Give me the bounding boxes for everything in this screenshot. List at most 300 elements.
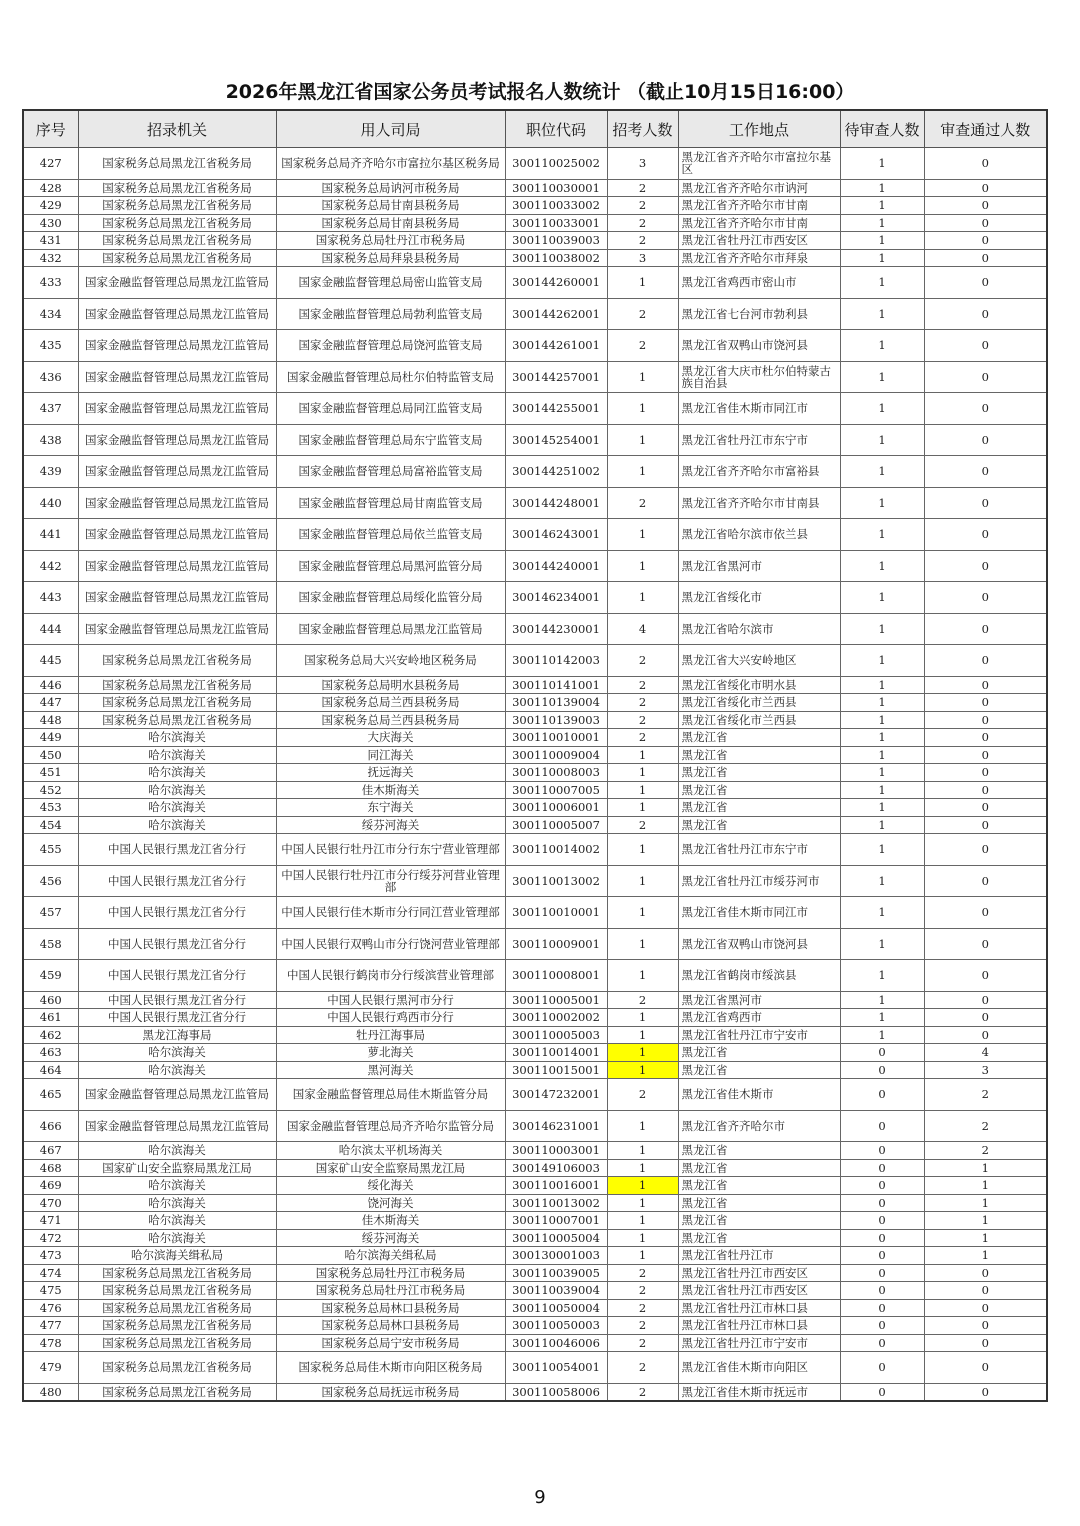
cell-quota: 2 bbox=[607, 1352, 678, 1384]
cell-no: 451 bbox=[23, 764, 78, 782]
cell-position-code: 300144260001 bbox=[505, 267, 607, 299]
table-row bbox=[23, 1009, 1047, 1027]
cell-pending: 1 bbox=[840, 519, 924, 551]
cell-location: 黑龙江省 bbox=[678, 1177, 840, 1195]
cell-agency: 中国人民银行黑龙江省分行 bbox=[78, 865, 276, 897]
cell-location: 黑龙江省大兴安岭地区 bbox=[678, 645, 840, 677]
cell-agency: 国家金融监督管理总局黑龙江监管局 bbox=[78, 361, 276, 393]
cell-agency: 国家金融监督管理总局黑龙江监管局 bbox=[78, 1079, 276, 1111]
cell-no: 456 bbox=[23, 865, 78, 897]
cell-agency: 国家税务总局黑龙江省税务局 bbox=[78, 148, 276, 180]
cell-department: 国家金融监督管理总局黑龙江监管局 bbox=[276, 613, 505, 645]
cell-no: 450 bbox=[23, 746, 78, 764]
cell-agency: 哈尔滨海关缉私局 bbox=[78, 1247, 276, 1265]
cell-quota: 1 bbox=[607, 764, 678, 782]
cell-position-code: 300110005007 bbox=[505, 816, 607, 834]
cell-position-code: 300146231001 bbox=[505, 1110, 607, 1142]
registration-table bbox=[22, 109, 1048, 1402]
cell-department: 国家税务总局明水县税务局 bbox=[276, 676, 505, 694]
cell-department: 佳木斯海关 bbox=[276, 1212, 505, 1230]
table-row bbox=[23, 764, 1047, 782]
cell-no: 442 bbox=[23, 550, 78, 582]
cell-position-code: 300110003001 bbox=[505, 1142, 607, 1160]
cell-position-code: 300110058006 bbox=[505, 1383, 607, 1401]
table-row bbox=[23, 1212, 1047, 1230]
cell-no: 470 bbox=[23, 1194, 78, 1212]
cell-no: 477 bbox=[23, 1317, 78, 1335]
cell-no: 474 bbox=[23, 1264, 78, 1282]
cell-no: 457 bbox=[23, 897, 78, 929]
cell-passed: 0 bbox=[924, 298, 1047, 330]
cell-position-code: 300145254001 bbox=[505, 424, 607, 456]
cell-passed: 2 bbox=[924, 1110, 1047, 1142]
cell-pending: 1 bbox=[840, 991, 924, 1009]
cell-agency: 国家金融监督管理总局黑龙江监管局 bbox=[78, 393, 276, 425]
cell-department: 国家税务总局佳木斯市向阳区税务局 bbox=[276, 1352, 505, 1384]
cell-agency: 中国人民银行黑龙江省分行 bbox=[78, 834, 276, 866]
table-row bbox=[23, 1383, 1047, 1401]
table-row bbox=[23, 746, 1047, 764]
cell-agency: 国家金融监督管理总局黑龙江监管局 bbox=[78, 550, 276, 582]
cell-department: 国家金融监督管理总局杜尔伯特监管支局 bbox=[276, 361, 505, 393]
cell-agency: 国家税务总局黑龙江省税务局 bbox=[78, 1352, 276, 1384]
cell-location: 黑龙江省绥化市兰西县 bbox=[678, 694, 840, 712]
cell-passed: 0 bbox=[924, 1299, 1047, 1317]
cell-quota: 2 bbox=[607, 694, 678, 712]
table-row bbox=[23, 179, 1047, 197]
cell-position-code: 300146243001 bbox=[505, 519, 607, 551]
cell-no: 438 bbox=[23, 424, 78, 456]
column-header-pending: 待审查人数 bbox=[840, 110, 924, 148]
cell-location: 黑龙江省绥化市 bbox=[678, 582, 840, 614]
table-row bbox=[23, 960, 1047, 992]
cell-quota: 2 bbox=[607, 298, 678, 330]
cell-agency: 哈尔滨海关 bbox=[78, 1061, 276, 1079]
cell-location: 黑龙江省佳木斯市同江市 bbox=[678, 897, 840, 929]
cell-agency: 国家税务总局黑龙江省税务局 bbox=[78, 249, 276, 267]
cell-department: 国家税务总局牡丹江市税务局 bbox=[276, 1282, 505, 1300]
cell-department: 国家税务总局兰西县税务局 bbox=[276, 711, 505, 729]
cell-location: 黑龙江省 bbox=[678, 816, 840, 834]
cell-no: 462 bbox=[23, 1026, 78, 1044]
cell-passed: 0 bbox=[924, 582, 1047, 614]
cell-position-code: 300144251002 bbox=[505, 456, 607, 488]
cell-passed: 0 bbox=[924, 456, 1047, 488]
cell-location: 黑龙江省牡丹江市西安区 bbox=[678, 232, 840, 250]
cell-position-code: 300144262001 bbox=[505, 298, 607, 330]
cell-quota: 1 bbox=[607, 897, 678, 929]
cell-agency: 国家金融监督管理总局黑龙江监管局 bbox=[78, 582, 276, 614]
cell-agency: 哈尔滨海关 bbox=[78, 816, 276, 834]
cell-passed: 0 bbox=[924, 1282, 1047, 1300]
cell-location: 黑龙江省齐齐哈尔市富拉尔基区 bbox=[678, 148, 840, 180]
cell-pending: 0 bbox=[840, 1194, 924, 1212]
column-header-no: 序号 bbox=[23, 110, 78, 148]
cell-department: 国家税务总局林口县税务局 bbox=[276, 1299, 505, 1317]
table-row bbox=[23, 1352, 1047, 1384]
cell-pending: 1 bbox=[840, 613, 924, 645]
cell-position-code: 300110046006 bbox=[505, 1334, 607, 1352]
cell-department: 国家金融监督管理总局富裕监管支局 bbox=[276, 456, 505, 488]
cell-no: 432 bbox=[23, 249, 78, 267]
table-row bbox=[23, 865, 1047, 897]
cell-location: 黑龙江省牡丹江市西安区 bbox=[678, 1282, 840, 1300]
cell-agency: 哈尔滨海关 bbox=[78, 1044, 276, 1062]
cell-quota: 4 bbox=[607, 613, 678, 645]
cell-quota: 2 bbox=[607, 711, 678, 729]
cell-no: 459 bbox=[23, 960, 78, 992]
cell-department: 中国人民银行鹤岗市分行绥滨营业管理部 bbox=[276, 960, 505, 992]
cell-passed: 4 bbox=[924, 1044, 1047, 1062]
cell-position-code: 300110009001 bbox=[505, 928, 607, 960]
cell-pending: 1 bbox=[840, 179, 924, 197]
cell-position-code: 300110015001 bbox=[505, 1061, 607, 1079]
cell-quota: 2 bbox=[607, 816, 678, 834]
cell-quota: 1 bbox=[607, 799, 678, 817]
cell-location: 黑龙江省 bbox=[678, 764, 840, 782]
cell-agency: 哈尔滨海关 bbox=[78, 1194, 276, 1212]
cell-department: 同江海关 bbox=[276, 746, 505, 764]
cell-pending: 1 bbox=[840, 214, 924, 232]
cell-agency: 国家金融监督管理总局黑龙江监管局 bbox=[78, 456, 276, 488]
column-header-agency: 招录机关 bbox=[78, 110, 276, 148]
cell-pending: 1 bbox=[840, 764, 924, 782]
cell-passed: 0 bbox=[924, 928, 1047, 960]
cell-position-code: 300110039005 bbox=[505, 1264, 607, 1282]
cell-passed: 0 bbox=[924, 1026, 1047, 1044]
cell-quota: 1 bbox=[607, 456, 678, 488]
cell-quota: 2 bbox=[607, 1334, 678, 1352]
cell-quota: 1 bbox=[607, 834, 678, 866]
table-row bbox=[23, 613, 1047, 645]
cell-position-code: 300110002002 bbox=[505, 1009, 607, 1027]
cell-quota: 1 bbox=[607, 267, 678, 299]
table-row bbox=[23, 1044, 1047, 1062]
cell-department: 国家税务总局大兴安岭地区税务局 bbox=[276, 645, 505, 677]
cell-no: 461 bbox=[23, 1009, 78, 1027]
cell-department: 黑河海关 bbox=[276, 1061, 505, 1079]
cell-pending: 1 bbox=[840, 928, 924, 960]
cell-department: 国家金融监督管理总局齐齐哈尔监管分局 bbox=[276, 1110, 505, 1142]
cell-pending: 1 bbox=[840, 148, 924, 180]
cell-pending: 1 bbox=[840, 456, 924, 488]
cell-pending: 1 bbox=[840, 676, 924, 694]
cell-quota: 1 bbox=[607, 1009, 678, 1027]
cell-passed: 0 bbox=[924, 746, 1047, 764]
cell-passed: 0 bbox=[924, 1009, 1047, 1027]
cell-passed: 0 bbox=[924, 249, 1047, 267]
cell-no: 430 bbox=[23, 214, 78, 232]
cell-no: 441 bbox=[23, 519, 78, 551]
table-row bbox=[23, 1194, 1047, 1212]
cell-quota: 2 bbox=[607, 487, 678, 519]
cell-department: 国家金融监督管理总局密山监管支局 bbox=[276, 267, 505, 299]
cell-quota: 3 bbox=[607, 249, 678, 267]
cell-passed: 0 bbox=[924, 267, 1047, 299]
cell-quota: 1 bbox=[607, 1177, 678, 1195]
cell-location: 黑龙江省齐齐哈尔市拜泉 bbox=[678, 249, 840, 267]
cell-passed: 0 bbox=[924, 214, 1047, 232]
cell-passed: 0 bbox=[924, 361, 1047, 393]
cell-location: 黑龙江省佳木斯市向阳区 bbox=[678, 1352, 840, 1384]
cell-no: 445 bbox=[23, 645, 78, 677]
column-header-quota: 招考人数 bbox=[607, 110, 678, 148]
cell-location: 黑龙江省牡丹江市宁安市 bbox=[678, 1026, 840, 1044]
cell-position-code: 300110050004 bbox=[505, 1299, 607, 1317]
cell-no: 460 bbox=[23, 991, 78, 1009]
cell-quota: 2 bbox=[607, 232, 678, 250]
cell-position-code: 300144248001 bbox=[505, 487, 607, 519]
cell-department: 绥化海关 bbox=[276, 1177, 505, 1195]
cell-department: 佳木斯海关 bbox=[276, 781, 505, 799]
cell-location: 黑龙江省 bbox=[678, 746, 840, 764]
cell-position-code: 300110008003 bbox=[505, 764, 607, 782]
cell-passed: 0 bbox=[924, 179, 1047, 197]
cell-department: 国家金融监督管理总局佳木斯监管分局 bbox=[276, 1079, 505, 1111]
cell-passed: 3 bbox=[924, 1061, 1047, 1079]
cell-location: 黑龙江省牡丹江市林口县 bbox=[678, 1317, 840, 1335]
cell-agency: 哈尔滨海关 bbox=[78, 799, 276, 817]
cell-department: 国家金融监督管理总局饶河监管支局 bbox=[276, 330, 505, 362]
table-row bbox=[23, 897, 1047, 929]
table-row bbox=[23, 424, 1047, 456]
cell-pending: 1 bbox=[840, 298, 924, 330]
cell-position-code: 300110139004 bbox=[505, 694, 607, 712]
cell-pending: 0 bbox=[840, 1299, 924, 1317]
cell-pending: 1 bbox=[840, 834, 924, 866]
table-row bbox=[23, 487, 1047, 519]
table-row bbox=[23, 1142, 1047, 1160]
cell-location: 黑龙江省哈尔滨市依兰县 bbox=[678, 519, 840, 551]
cell-location: 黑龙江省齐齐哈尔市甘南 bbox=[678, 197, 840, 215]
cell-department: 国家税务总局拜泉县税务局 bbox=[276, 249, 505, 267]
table-row bbox=[23, 361, 1047, 393]
cell-agency: 哈尔滨海关 bbox=[78, 1212, 276, 1230]
cell-no: 435 bbox=[23, 330, 78, 362]
cell-quota: 1 bbox=[607, 1229, 678, 1247]
cell-passed: 0 bbox=[924, 834, 1047, 866]
cell-pending: 1 bbox=[840, 781, 924, 799]
cell-agency: 哈尔滨海关 bbox=[78, 781, 276, 799]
cell-department: 国家税务总局兰西县税务局 bbox=[276, 694, 505, 712]
cell-agency: 国家税务总局黑龙江省税务局 bbox=[78, 232, 276, 250]
cell-pending: 1 bbox=[840, 897, 924, 929]
cell-quota: 1 bbox=[607, 582, 678, 614]
cell-pending: 0 bbox=[840, 1110, 924, 1142]
cell-no: 466 bbox=[23, 1110, 78, 1142]
cell-location: 黑龙江省 bbox=[678, 1142, 840, 1160]
cell-agency: 国家金融监督管理总局黑龙江监管局 bbox=[78, 487, 276, 519]
cell-agency: 国家金融监督管理总局黑龙江监管局 bbox=[78, 298, 276, 330]
cell-passed: 0 bbox=[924, 1334, 1047, 1352]
cell-location: 黑龙江省牡丹江市东宁市 bbox=[678, 424, 840, 456]
cell-location: 黑龙江省 bbox=[678, 781, 840, 799]
cell-agency: 国家税务总局黑龙江省税务局 bbox=[78, 197, 276, 215]
cell-department: 绥芬河海关 bbox=[276, 1229, 505, 1247]
table-row bbox=[23, 1061, 1047, 1079]
cell-position-code: 300110014001 bbox=[505, 1044, 607, 1062]
cell-agency: 中国人民银行黑龙江省分行 bbox=[78, 1009, 276, 1027]
table-row bbox=[23, 1317, 1047, 1335]
cell-position-code: 300110013002 bbox=[505, 1194, 607, 1212]
cell-passed: 0 bbox=[924, 764, 1047, 782]
cell-agency: 哈尔滨海关 bbox=[78, 729, 276, 747]
cell-passed: 0 bbox=[924, 676, 1047, 694]
cell-no: 471 bbox=[23, 1212, 78, 1230]
cell-department: 中国人民银行鸡西市分行 bbox=[276, 1009, 505, 1027]
table-row bbox=[23, 148, 1047, 180]
cell-agency: 国家金融监督管理总局黑龙江监管局 bbox=[78, 519, 276, 551]
cell-pending: 1 bbox=[840, 865, 924, 897]
cell-agency: 国家税务总局黑龙江省税务局 bbox=[78, 645, 276, 677]
table-row bbox=[23, 729, 1047, 747]
cell-department: 国家金融监督管理总局绥化监管分局 bbox=[276, 582, 505, 614]
cell-pending: 1 bbox=[840, 424, 924, 456]
table-row bbox=[23, 393, 1047, 425]
table-row bbox=[23, 694, 1047, 712]
table-row bbox=[23, 1079, 1047, 1111]
cell-passed: 0 bbox=[924, 897, 1047, 929]
cell-position-code: 300110007005 bbox=[505, 781, 607, 799]
cell-agency: 国家税务总局黑龙江省税务局 bbox=[78, 694, 276, 712]
cell-department: 国家税务总局甘南县税务局 bbox=[276, 197, 505, 215]
cell-agency: 哈尔滨海关 bbox=[78, 1142, 276, 1160]
cell-location: 黑龙江省牡丹江市绥芬河市 bbox=[678, 865, 840, 897]
cell-quota: 1 bbox=[607, 393, 678, 425]
cell-pending: 0 bbox=[840, 1061, 924, 1079]
cell-no: 431 bbox=[23, 232, 78, 250]
cell-pending: 0 bbox=[840, 1177, 924, 1195]
cell-department: 国家矿山安全监察局黑龙江局 bbox=[276, 1159, 505, 1177]
cell-passed: 0 bbox=[924, 148, 1047, 180]
cell-passed: 0 bbox=[924, 232, 1047, 250]
cell-quota: 3 bbox=[607, 148, 678, 180]
cell-agency: 国家金融监督管理总局黑龙江监管局 bbox=[78, 267, 276, 299]
cell-no: 439 bbox=[23, 456, 78, 488]
cell-agency: 国家税务总局黑龙江省税务局 bbox=[78, 1282, 276, 1300]
cell-pending: 1 bbox=[840, 711, 924, 729]
cell-agency: 国家金融监督管理总局黑龙江监管局 bbox=[78, 330, 276, 362]
cell-pending: 0 bbox=[840, 1212, 924, 1230]
cell-location: 黑龙江省牡丹江市西安区 bbox=[678, 1264, 840, 1282]
cell-position-code: 300110014002 bbox=[505, 834, 607, 866]
cell-department: 国家金融监督管理总局勃利监管支局 bbox=[276, 298, 505, 330]
cell-passed: 0 bbox=[924, 1264, 1047, 1282]
cell-no: 458 bbox=[23, 928, 78, 960]
cell-passed: 0 bbox=[924, 330, 1047, 362]
cell-pending: 1 bbox=[840, 330, 924, 362]
cell-no: 437 bbox=[23, 393, 78, 425]
cell-agency: 国家税务总局黑龙江省税务局 bbox=[78, 179, 276, 197]
table-header-row bbox=[23, 110, 1047, 148]
cell-passed: 0 bbox=[924, 1383, 1047, 1401]
cell-passed: 0 bbox=[924, 991, 1047, 1009]
cell-quota: 1 bbox=[607, 1026, 678, 1044]
cell-quota: 1 bbox=[607, 1142, 678, 1160]
cell-department: 中国人民银行黑河市分行 bbox=[276, 991, 505, 1009]
cell-quota: 1 bbox=[607, 1247, 678, 1265]
cell-passed: 2 bbox=[924, 1142, 1047, 1160]
column-header-location: 工作地点 bbox=[678, 110, 840, 148]
cell-pending: 1 bbox=[840, 487, 924, 519]
table-row bbox=[23, 1026, 1047, 1044]
cell-passed: 1 bbox=[924, 1247, 1047, 1265]
cell-quota: 2 bbox=[607, 729, 678, 747]
cell-agency: 中国人民银行黑龙江省分行 bbox=[78, 897, 276, 929]
cell-department: 国家税务总局宁安市税务局 bbox=[276, 1334, 505, 1352]
cell-passed: 0 bbox=[924, 729, 1047, 747]
cell-pending: 1 bbox=[840, 960, 924, 992]
cell-passed: 0 bbox=[924, 550, 1047, 582]
cell-location: 黑龙江省绥化市兰西县 bbox=[678, 711, 840, 729]
cell-agency: 哈尔滨海关 bbox=[78, 1229, 276, 1247]
cell-no: 447 bbox=[23, 694, 78, 712]
table-row bbox=[23, 816, 1047, 834]
table-row bbox=[23, 711, 1047, 729]
cell-no: 472 bbox=[23, 1229, 78, 1247]
cell-passed: 0 bbox=[924, 694, 1047, 712]
cell-passed: 1 bbox=[924, 1229, 1047, 1247]
cell-agency: 黑龙江海事局 bbox=[78, 1026, 276, 1044]
cell-department: 萝北海关 bbox=[276, 1044, 505, 1062]
cell-position-code: 300144240001 bbox=[505, 550, 607, 582]
cell-passed: 2 bbox=[924, 1079, 1047, 1111]
cell-department: 牡丹江海事局 bbox=[276, 1026, 505, 1044]
cell-pending: 0 bbox=[840, 1264, 924, 1282]
cell-passed: 0 bbox=[924, 865, 1047, 897]
cell-no: 465 bbox=[23, 1079, 78, 1111]
cell-passed: 1 bbox=[924, 1194, 1047, 1212]
cell-position-code: 300146234001 bbox=[505, 582, 607, 614]
cell-position-code: 300110033002 bbox=[505, 197, 607, 215]
cell-passed: 0 bbox=[924, 960, 1047, 992]
cell-quota: 2 bbox=[607, 179, 678, 197]
cell-location: 黑龙江省齐齐哈尔市甘南县 bbox=[678, 487, 840, 519]
cell-pending: 0 bbox=[840, 1079, 924, 1111]
cell-position-code: 300110008001 bbox=[505, 960, 607, 992]
cell-quota: 2 bbox=[607, 1317, 678, 1335]
table-row bbox=[23, 267, 1047, 299]
cell-no: 480 bbox=[23, 1383, 78, 1401]
table-row bbox=[23, 1282, 1047, 1300]
cell-quota: 1 bbox=[607, 1061, 678, 1079]
cell-quota: 1 bbox=[607, 1110, 678, 1142]
cell-no: 449 bbox=[23, 729, 78, 747]
cell-location: 黑龙江省齐齐哈尔市富裕县 bbox=[678, 456, 840, 488]
cell-agency: 国家税务总局黑龙江省税务局 bbox=[78, 1383, 276, 1401]
cell-agency: 哈尔滨海关 bbox=[78, 746, 276, 764]
cell-position-code: 300110009004 bbox=[505, 746, 607, 764]
cell-location: 黑龙江省黑河市 bbox=[678, 550, 840, 582]
cell-location: 黑龙江省佳木斯市同江市 bbox=[678, 393, 840, 425]
cell-position-code: 300110025002 bbox=[505, 148, 607, 180]
cell-department: 国家金融监督管理总局依兰监管支局 bbox=[276, 519, 505, 551]
cell-department: 中国人民银行佳木斯市分行同江营业管理部 bbox=[276, 897, 505, 929]
cell-no: 452 bbox=[23, 781, 78, 799]
cell-pending: 1 bbox=[840, 645, 924, 677]
cell-passed: 0 bbox=[924, 1352, 1047, 1384]
cell-position-code: 300110142003 bbox=[505, 645, 607, 677]
cell-agency: 国家税务总局黑龙江省税务局 bbox=[78, 1317, 276, 1335]
cell-pending: 0 bbox=[840, 1159, 924, 1177]
column-header-position-code: 职位代码 bbox=[505, 110, 607, 148]
cell-position-code: 300144230001 bbox=[505, 613, 607, 645]
table-row bbox=[23, 1247, 1047, 1265]
cell-location: 黑龙江省 bbox=[678, 729, 840, 747]
cell-position-code: 300130001003 bbox=[505, 1247, 607, 1265]
cell-position-code: 300144257001 bbox=[505, 361, 607, 393]
cell-location: 黑龙江省 bbox=[678, 1061, 840, 1079]
